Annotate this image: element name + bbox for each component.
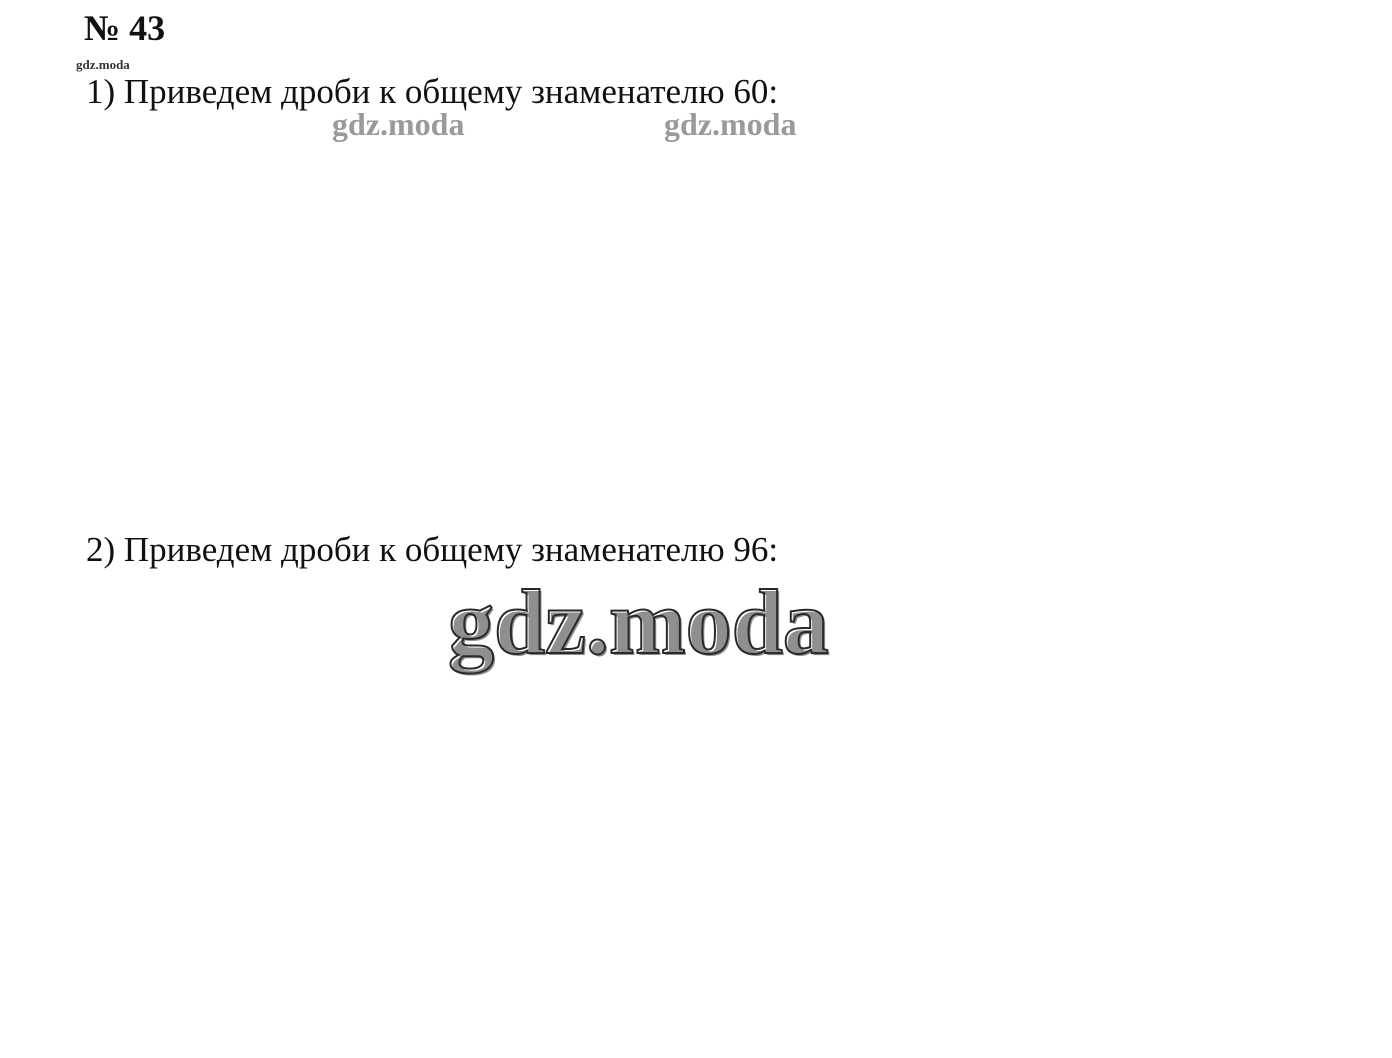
part1-heading: 1) Приведем дроби к общему знаменателю 60: bbox=[86, 72, 779, 111]
watermark: gdz.moda bbox=[332, 106, 465, 142]
part2-heading: 2) Приведем дроби к общему знаменателю 96: bbox=[86, 530, 779, 569]
problem-number: № 43 bbox=[84, 8, 166, 48]
watermark-small: gdz.moda bbox=[76, 57, 130, 72]
watermark: gdz.moda bbox=[664, 106, 797, 142]
watermark-large: gdz.moda bbox=[448, 571, 829, 673]
